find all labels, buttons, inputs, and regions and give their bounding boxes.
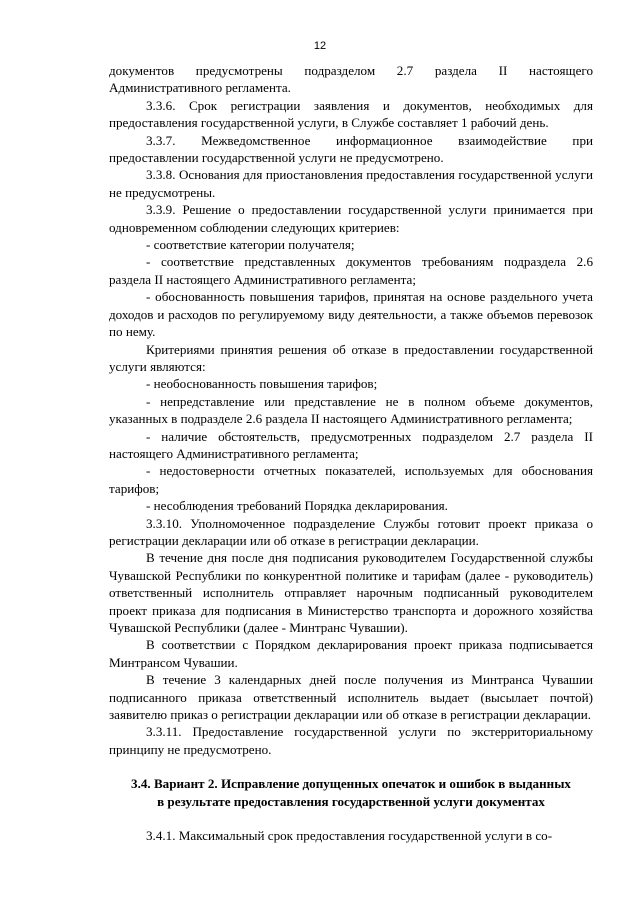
paragraph-last: 3.4.1. Максимальный срок предоставления государственной услуги в со- (146, 828, 553, 844)
paragraph: - необоснованность повышения тарифов; (146, 376, 378, 392)
paragraph: 3.3.9. Решение о предоставлении государственной услуги принимается при одновременном соблюдении следующих критериев: (109, 202, 593, 235)
paragraph: - обоснованность повышения тарифов, принятая на основе раздельного учета доходов и расходов по регулируемому виду деятельности, а также объемов перевозок по нему. (109, 289, 593, 340)
paragraph: - соответствие представленных документов требованиям подраздела 2.6 раздела II настоящего Административного регламента; (109, 254, 593, 287)
section-heading: 3.4. Вариант 2. Исправление допущенных опечаток и ошибок в выданных в результате предоставления государственной услуги документах (131, 776, 571, 809)
page-number: 12 (313, 40, 327, 52)
paragraph: В течение 3 календарных дней после получения из Минтранса Чувашии подписанного приказа ответственный исполнитель выдает (высылает почтой) заявителю приказ о регистрации декларации или об отказе в регистрации декларации. (109, 672, 593, 723)
paragraph: - недостоверности отчетных показателей, используемых для обоснования тарифов; (109, 463, 593, 496)
paragraph: - несоблюдения требований Порядка декларирования. (146, 498, 448, 514)
paragraph: документов предусмотрены подразделом 2.7 раздела II настоящего Административного регламента. (109, 63, 593, 96)
paragraph-list (109, 62, 593, 758)
paragraph: Критериями принятия решения об отказе в предоставлении государственной услуги являются: (109, 341, 593, 374)
paragraph: В течение дня после дня подписания руководителем Государственной службы Чувашской Республики по конкурентной политике и тарифам (далее - руководитель) ответственный исполнитель отправляет нарочным подписанный руководителем проект приказа для подписания в Министерство транспорта и дорожного хозяйства Чувашской Республики (далее - Минтранс Чувашии). (109, 550, 593, 635)
paragraph: 3.3.10. Уполномоченное подразделение Службы готовит проект приказа о регистрации декларации или об отказе в регистрации декларации. (109, 515, 593, 548)
paragraph: 3.3.7. Межведомственное информационное взаимодействие при предоставлении государственной услуги не предусмотрено. (109, 132, 593, 166)
paragraph: 3.3.6. Срок регистрации заявления и документов, необходимых для предоставления государственной услуги, в Службе составляет 1 рабочий день. (109, 97, 593, 131)
paragraph: 3.3.8. Основания для приостановления предоставления государственной услуги не предусмотрены. (109, 167, 593, 200)
page-body (109, 62, 593, 844)
paragraph: - непредставление или представление не в полном объеме документов, указанных в подразделе 2.6 раздела II настоящего Административного регламента; (109, 393, 593, 427)
paragraph: - соответствие категории получателя; (146, 237, 355, 253)
paragraph: 3.3.11. Предоставление государственной услуги по экстерриториальному принципу не предусмотрено. (109, 724, 593, 757)
paragraph: В соответствии с Порядком декларирования проект приказа подписывается Минтрансом Чувашии. (109, 637, 593, 670)
paragraph: - наличие обстоятельств, предусмотренных подразделом 2.7 раздела II настоящего Административного регламента; (109, 428, 593, 461)
